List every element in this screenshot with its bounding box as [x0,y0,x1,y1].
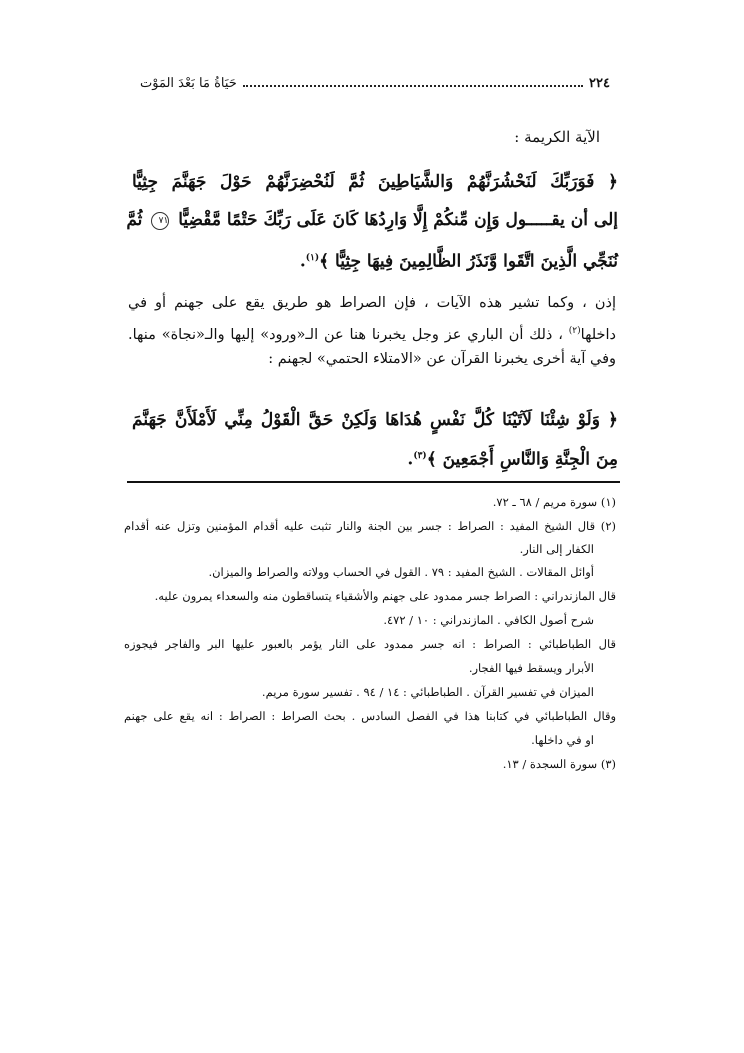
body-text-line: وفي آية أخرى يخبرنا القرآن عن «الامتلاء الحتمي» لجهنم : [268,351,616,367]
quran-verse-line: ﴿ وَلَوْ شِئْنَا لَآتَيْنَا كُلَّ نَفْسٍ هُدَاهَا وَلَكِنْ حَقَّ الْقَوْلُ مِنِّي لَأَمْلَأَنَّ جَهَنَّمَ [132,410,618,430]
header-dot-leader [243,79,583,87]
footnote-line: قال المازندراني : الصراط جسر ممدود على جهنم والأشقياء يتساقطون منه والسعداء يمرون عليه. [154,589,616,603]
quran-verse-line [126,206,618,234]
footnote-line: الميزان في تفسير القرآن . الطباطبائي : ١٤ / ٩٤ . تفسير سورة مريم. [261,685,594,699]
footnote-ref: (٣) [413,451,427,461]
running-header [140,72,610,94]
footnote-line: الأبرار ويسقط فيها الفجار. [468,661,594,675]
body-text: ، ذلك أن الباري عز وجل يخبرنا هنا عن الـ«ورود» إليها والـ«نجاة» منها. [128,326,563,343]
footnote-line: قال الطباطبائي : الصراط : انه جسر ممدود على النار يؤمر بالعبور عليها البر والفاجر فيجوزه [124,637,617,651]
footnote-line: او في داخلها. [531,733,594,747]
body-text: داخلها [580,326,617,343]
page-number: ٢٢٤ [589,75,610,91]
footnote-line: وقال الطباطبائي في كتابنا هذا في الفصل السادس . بحث الصراط : الصراط : انه يقع على جهنم [124,709,616,723]
quran-verse-line: ﴿ فَوَرَبِّكَ لَنَحْشُرَنَّهُمْ وَالشَّيَاطِينَ ثُمَّ لَنُحْضِرَنَّهُمْ حَوْلَ جَهَنَّمَ جِثِيًّا [132,172,618,192]
body-text-line: إذن ، وكما تشير هذه الآيات ، فإن الصراط هو طريق يقع على جهنم أو في [128,295,616,311]
footnote-ref: (١) [305,253,320,263]
section-label: الآية الكريمة : [514,128,600,146]
running-title: حَيَاةُ مَا بَعْدَ المَوْت [140,75,237,91]
quran-text: ثُمَّ [126,210,143,230]
footnote-separator [127,481,620,483]
verse-number-marker: ٧١ [151,212,169,230]
footnote-line: (١) سورة مريم / ٦٨ ـ ٧٢. [492,495,616,509]
footnote-line: أوائل المقالات . الشيخ المفيد : ٧٩ . القول في الحساب وولاته والصراط والميزان. [208,565,594,579]
footnote-line: (٣) سورة السجدة / ١٣. [502,757,616,771]
quran-text: نُنَجِّي الَّذِينَ اتَّقَوا وَّنَذَرُ الظَّالِمِينَ فِيهَا جِثِيًّا ﴾ [319,251,618,272]
quran-end-mark: . [299,251,306,272]
quran-text: إلى أن يقـــــول وَإِن مِّنكُمْ إِلَّا وَارِدُهَا كَانَ عَلَى رَبِّكَ حَتْمًا مَّقْضِيًّا [178,210,618,230]
footnote-ref: (٢) [568,326,581,336]
footnote-line: (٢) قال الشيخ المفيد : الصراط : جسر بين الجنة والنار تثبت عليه أقدام المؤمنين وتزل عنه أقدام [124,519,616,533]
body-text-line [128,318,616,348]
quran-end-mark: . [407,449,414,470]
quran-verse-line [132,244,618,276]
footnote-line: شرح أصول الكافي . المازندراني : ١٠ / ٤٧٢. [383,613,594,627]
footnote-line: الكفار إلى النار. [519,542,594,556]
quran-text: مِنَ الْجِنَّةِ وَالنَّاسِ أَجْمَعِينَ ﴾ [426,449,618,470]
quran-verse-line [132,442,618,474]
